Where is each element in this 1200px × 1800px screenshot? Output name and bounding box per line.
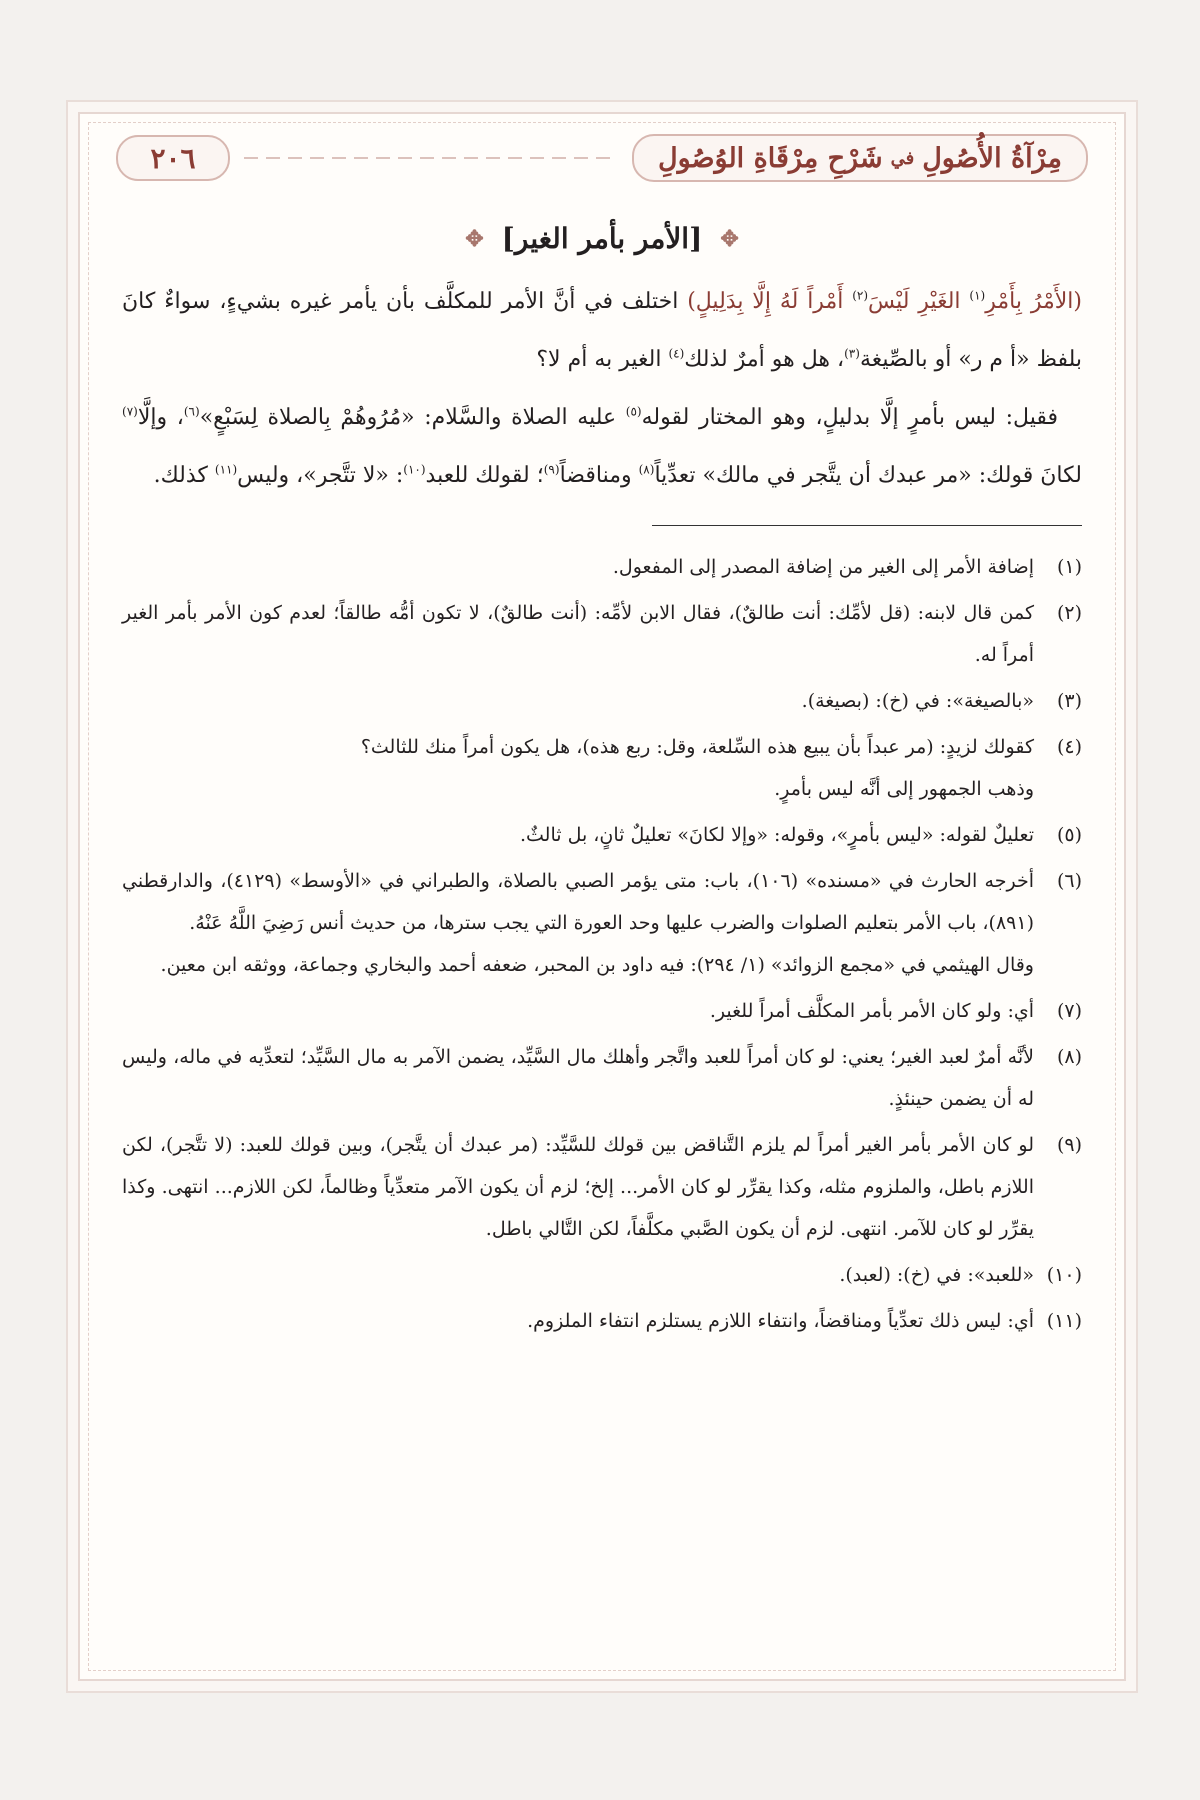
- footnote-ref[interactable]: (١): [969, 288, 986, 303]
- footnote-ref[interactable]: (٥): [625, 404, 642, 419]
- footnote: [122, 1036, 1082, 1120]
- footnote-number: (٢): [1056, 602, 1082, 624]
- footnote: [122, 860, 1082, 986]
- commentary-text: : «لا تتَّجر»، وليس: [237, 463, 404, 488]
- footnote-text: أخرجه الحارث في «مسنده» (١٠٦)، باب: متى يؤمر الصبي بالصلاة، والطبراني في «الأوسط» (٤١٢٩)، والدارقطني (٨٩١)، باب الأمر بتعليم الصلوات والضرب عليها وحد العورة التي يجب سترها، من حديث أنس رَضِيَ اللَّهُ عَنْهُ.: [122, 870, 1034, 934]
- section-title: [الأمر بأمر الغير]: [501, 222, 703, 255]
- footnote-number: (٣): [1056, 690, 1082, 712]
- footnote-body: [122, 546, 1034, 588]
- footnote-text: كمن قال لابنه: (قل لأمِّك: أنت طالقٌ)، فقال الابن لأمِّه: (أنت طالقٌ)، لا تكون أمُّه طالقاً؛ لعدم كون الأمر بأمر الغير أمراً له.: [122, 602, 1034, 666]
- matn-text: (الأَمْرُ بِأَمْرِ: [985, 289, 1082, 314]
- footnote-number: (٦): [1056, 870, 1082, 892]
- footnote-number: (١٠): [1046, 1264, 1082, 1286]
- matn-text: أَمْراً لَهُ إِلَّا بِدَلِيلٍ): [687, 289, 853, 314]
- footnote-ref[interactable]: (٨): [638, 462, 655, 477]
- main-text: [122, 273, 1082, 505]
- commentary-text: فقيل: ليس بأمرٍ إلَّا بدليلٍ، وهو المختار لقوله: [641, 405, 1058, 430]
- commentary-text: الغير به أم لا؟: [536, 347, 669, 372]
- footnote-text: كقولك لزيدٍ: (مر عبداً بأن يبيع هذه السِّلعة، وقل: ربع هذه)، هل يكون أمراً منك للثالث؟: [360, 736, 1034, 758]
- footnote: [122, 592, 1082, 676]
- footnote-text: لأنَّه أمرٌ لعبد الغير؛ يعني: لو كان أمراً للعبد واتَّجر وأهلك مال السَّيِّد، يضمن الآمر به مال السَّيِّد؛ لتعدِّيه في ماله، وليس له أن يضمن حينئذٍ.: [122, 1046, 1034, 1110]
- footnote-ref[interactable]: (٩): [543, 462, 560, 477]
- footnote-text: «للعبد»: في (خ): (لعبد).: [839, 1264, 1034, 1286]
- footnote-text: «بالصيغة»: في (خ): (بصيغة).: [801, 690, 1034, 712]
- footnote-text: أي: ليس ذلك تعدِّياً ومناقضاً، وانتفاء اللازم يستلزم انتفاء الملزوم.: [527, 1310, 1034, 1332]
- footnote-body: [122, 680, 1034, 722]
- footnote-text: إضافة الأمر إلى الغير من إضافة المصدر إلى المفعول.: [612, 556, 1034, 578]
- footnote-separator: [652, 525, 1082, 526]
- commentary-text: كذلك.: [153, 463, 215, 488]
- commentary-text: ومناقضاً: [559, 463, 639, 488]
- footnote-text: لو كان الأمر بأمر الغير أمراً لم يلزم التَّناقض بين قولك للسَّيِّد: (مر عبدك أن يتَّجر)، وبين قولك للعبد: (لا تتَّجر)، لكن اللازم باطل، والملزوم مثله، وكذا يقرِّر لو كان الأمر... إلخ؛ لزم أن يكون الآمر متعدِّياً وظالماً، لكن اللازم... انتهى. وكذا يقرِّر لو كان للآمر. انتهى. لزم أن يكون الصَّبي مكلَّفاً، لكن التَّالي باطل.: [122, 1134, 1034, 1240]
- footnote-ref[interactable]: (٢): [852, 288, 869, 303]
- ornament-left-icon: ✥: [720, 225, 739, 252]
- footnote: [122, 1254, 1082, 1296]
- commentary-text: ، هل هو أمرٌ لذلك: [684, 347, 845, 372]
- section-heading: [122, 222, 1082, 255]
- commentary-text: لكانَ قولك: «مر عبدك أن يتَّجر في مالك» تعدِّياً: [654, 463, 1082, 488]
- book-title: [632, 134, 1088, 182]
- footnote-number: (٥): [1056, 824, 1082, 846]
- footnote-ref[interactable]: (٧): [122, 404, 138, 419]
- main-paragraph: [122, 273, 1082, 389]
- commentary-text: عليه الصلاة والسَّلام: «مُرُوهُمْ بِالصلاة لِسَبْعٍ»: [199, 405, 626, 430]
- footnote: [122, 546, 1082, 588]
- footnote-ref[interactable]: (٣): [844, 346, 860, 361]
- footnote-text: وقال الهيثمي في «مجمع الزوائد» (١/ ٢٩٤): فيه داود بن المحبر، ضعفه أحمد والبخاري وجماعة، ووثقه ابن معين.: [160, 954, 1034, 976]
- ornament-right-icon: ✥: [465, 225, 484, 252]
- commentary-text: ، وإلَّا: [137, 405, 184, 430]
- page-content: [122, 210, 1082, 1639]
- footnotes: [122, 546, 1082, 1342]
- footnote: [122, 726, 1082, 810]
- footnote: [122, 1124, 1082, 1250]
- footnote-body: [122, 592, 1034, 676]
- book-title-joiner: في: [890, 147, 915, 169]
- footnote-text: أي: ولو كان الأمر بأمر المكلَّف أمراً للغير.: [709, 1000, 1034, 1022]
- footnote-body: [122, 860, 1034, 986]
- footnote-number: (١): [1056, 556, 1082, 578]
- footnote-text: وذهب الجمهور إلى أنَّه ليس بأمرٍ.: [774, 778, 1034, 800]
- footnote-body: [122, 990, 1034, 1032]
- main-paragraph: [122, 389, 1082, 505]
- footnote-ref[interactable]: (٤): [668, 346, 685, 361]
- footnote-ref[interactable]: (١١): [214, 462, 238, 477]
- commentary-text: ؛ لقولك للعبد: [425, 463, 544, 488]
- book-page: [78, 112, 1126, 1681]
- book-title-part1: مِرْآةُ الأُصُولِ: [922, 142, 1062, 174]
- footnote-body: [122, 726, 1034, 810]
- footnote-text: تعليلٌ لقوله: «ليس بأمرٍ»، وقوله: «وإلا لكانَ» تعليلٌ ثانٍ، بل ثالثٌ.: [519, 824, 1034, 846]
- footnote-body: [122, 1254, 1034, 1296]
- page-header: [116, 126, 1088, 190]
- footnote: [122, 1300, 1082, 1342]
- footnote-body: [122, 1036, 1034, 1120]
- footnote: [122, 680, 1082, 722]
- footnote: [122, 814, 1082, 856]
- commentary-text: اختلف في أنَّ الأمر للمكلَّف بأن يأمر غيره بشيءٍ، سواءٌ كانَ بلفظ «أ م ر» أو بالصِّيغة: [122, 289, 1082, 372]
- footnote-body: [122, 814, 1034, 856]
- footnote-body: [122, 1124, 1034, 1250]
- footnote-ref[interactable]: (١٠): [403, 462, 426, 477]
- footnote-body: [122, 1300, 1034, 1342]
- footnote-number: (٨): [1056, 1046, 1082, 1068]
- footnote-number: (١١): [1046, 1310, 1082, 1332]
- page-number: ٢٠٦: [116, 135, 230, 181]
- footnote: [122, 990, 1082, 1032]
- matn-text: الغَيْرِ لَيْسَ: [868, 289, 970, 314]
- footnote-ref[interactable]: (٦): [183, 404, 200, 419]
- footnote-number: (٧): [1056, 1000, 1082, 1022]
- footnote-number: (٩): [1056, 1134, 1082, 1156]
- book-title-part2: شَرْحِ مِرْقَاةِ الوُصُولِ: [658, 142, 883, 174]
- header-ornament: [244, 157, 618, 159]
- footnote-number: (٤): [1056, 736, 1082, 758]
